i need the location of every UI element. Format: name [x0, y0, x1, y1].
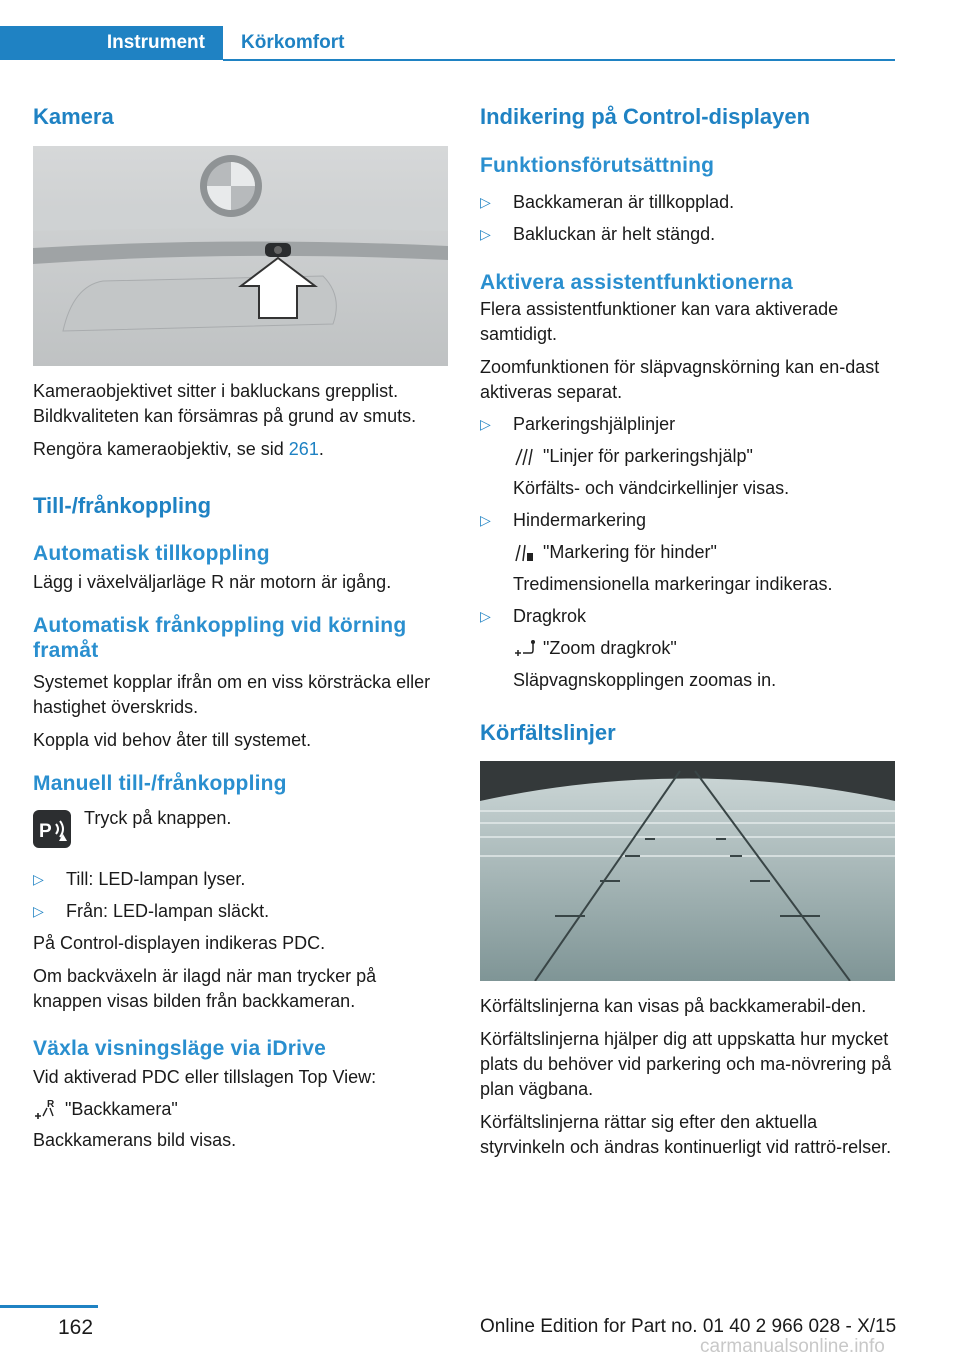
- page-header: [0, 0, 895, 62]
- right-column: [480, 95, 895, 1160]
- subtitle-automatisk-tillkoppling: Automatisk tillkoppling: [33, 542, 270, 565]
- bullet-text: Bakluckan är helt stängd.: [513, 223, 716, 244]
- bullet-text: Parkeringshjälplinjer: [513, 413, 676, 434]
- vaxla-paragraph-2: Backkamerans bild visas.: [33, 1129, 237, 1150]
- section-title-till-franskoppling: Till-/frånkoppling: [33, 492, 212, 518]
- aktivera-paragraph-1: Flera assistentfunktioner kan vara aktiverade samtidigt.: [480, 298, 839, 344]
- vaxla-menu-text: "Backkamera": [65, 1098, 178, 1119]
- subtitle-automatisk-frankoppling: Automatisk frånkoppling vid körning framåt: [33, 614, 407, 663]
- page-number: 162: [58, 1316, 94, 1339]
- bullet-item: [33, 899, 448, 924]
- tow-hook-icon: [513, 637, 535, 659]
- camera-photo: [33, 146, 448, 366]
- auto-off-paragraph-1: Systemet kopplar ifrån om en viss körsträcka eller hastighet överskrids.: [33, 671, 431, 717]
- obstacle-marking-icon: [513, 541, 535, 563]
- tab-korkomfort: Körkomfort: [241, 32, 345, 53]
- item-description: Körfälts- och vändcirkellinjer visas.: [513, 477, 790, 498]
- lane-lines-illustration: [480, 761, 895, 981]
- subtitle-manuell: Manuell till-/frånkoppling: [33, 771, 287, 795]
- bullet-triangle-icon: ▷: [480, 415, 491, 432]
- bullet-text: Dragkrok: [513, 605, 587, 626]
- section-title-kamera: Kamera: [33, 104, 114, 129]
- bullet-triangle-icon: ▷: [33, 870, 44, 887]
- aktivera-paragraph-2: Zoomfunktionen för släpvagnskörning kan en-dast aktiveras separat.: [480, 356, 880, 402]
- subtitle-vaxla: Växla visningsläge via iDrive: [33, 1036, 326, 1060]
- menu-entry-dragkrok: [480, 636, 895, 661]
- bullet-triangle-icon: ▷: [480, 193, 491, 210]
- bullet-triangle-icon: ▷: [33, 902, 44, 919]
- after-paragraph-2: Om backväxeln är ilagd när man trycker på knappen visas bilden från backkameran.: [33, 965, 377, 1011]
- subtitle-aktivera: Aktivera assistentfunktionerna: [480, 270, 793, 294]
- bullet-triangle-icon: ▷: [480, 511, 491, 528]
- section-title-indikering: Indikering på Control-displayen: [480, 104, 811, 129]
- kamera-paragraph-2: [33, 437, 448, 462]
- korf-paragraph-3: Körfältslinjerna rättar sig efter den aktuella styrvinkeln och ändras kontinuerligt vid rattrö-relser.: [480, 1112, 892, 1158]
- subtitle-funktionsforutsattning: Funktionsförutsättning: [480, 153, 715, 177]
- bullet-triangle-icon: ▷: [480, 225, 491, 242]
- manual-button-row: [33, 806, 448, 852]
- footer-rule: [0, 1305, 98, 1308]
- kamera-paragraph-2-text: Rengöra kameraobjektiv, se sid: [33, 438, 289, 459]
- menu-entry-hinder: [480, 540, 895, 565]
- parking-lines-icon: [513, 445, 535, 467]
- menu-entry-text: "Linjer för parkeringshjälp": [543, 445, 753, 466]
- item-description: Släpvagnskopplingen zoomas in.: [513, 669, 777, 690]
- svg-text:R: R: [47, 1099, 55, 1111]
- pdc-button-icon: [33, 810, 71, 848]
- backkamera-icon: [33, 1098, 57, 1120]
- bullet-item: [480, 604, 895, 629]
- vaxla-paragraph-1: Vid aktiverad PDC eller tillslagen Top View:: [33, 1066, 377, 1087]
- bullet-item: [480, 190, 895, 215]
- left-column: [33, 95, 448, 1153]
- bullet-item: [480, 412, 895, 437]
- after-paragraph-1: På Control-displayen indikeras PDC.: [33, 932, 326, 953]
- bullet-item: [480, 222, 895, 247]
- bullet-text: Till: LED-lampan lyser.: [66, 868, 246, 889]
- svg-text:P: P: [39, 820, 52, 842]
- vaxla-menu-row: [33, 1097, 448, 1122]
- page-link-261[interactable]: 261: [288, 438, 319, 459]
- menu-entry-text: "Zoom dragkrok": [543, 637, 677, 658]
- watermark: carmanualsonline.info: [700, 1336, 885, 1357]
- menu-entry-text: "Markering för hinder": [543, 541, 717, 562]
- item-description: Tredimensionella markeringar indikeras.: [513, 573, 833, 594]
- bullet-item: [480, 508, 895, 533]
- menu-entry-parkeringshjalp: [480, 444, 895, 469]
- manual-button-text: Tryck på knappen.: [84, 807, 232, 828]
- kamera-paragraph-1: Kameraobjektivet sitter i bakluckans grepplist. Bildkvaliteten kan försämras på grund av smuts.: [33, 380, 417, 426]
- bullet-item: [33, 867, 448, 892]
- bullet-text: Hindermarkering: [513, 509, 647, 530]
- bullet-text: Backkameran är tillkopplad.: [513, 191, 735, 212]
- tab-instrument: Instrument: [0, 26, 223, 60]
- camera-photo-illustration: [33, 146, 448, 366]
- auto-off-paragraph-2: Koppla vid behov åter till systemet.: [33, 729, 312, 750]
- auto-on-text: Lägg i växelväljarläge R när motorn är igång.: [33, 572, 392, 593]
- header-rule: [223, 59, 895, 61]
- korf-paragraph-2: Körfältslinjerna hjälper dig att uppskatta hur mycket plats du behöver vid parkering och ma-növrering på plan vägbana.: [480, 1029, 892, 1100]
- section-title-korfaltslinjer: Körfältslinjer: [480, 719, 616, 745]
- edition-text: Online Edition for Part no. 01 40 2 966 028 - X/15: [480, 1316, 897, 1337]
- bullet-triangle-icon: ▷: [480, 607, 491, 624]
- korf-paragraph-1: Körfältslinjerna kan visas på backkamerabil-den.: [480, 996, 867, 1017]
- lane-lines-photo: [480, 761, 895, 981]
- bullet-text: Från: LED-lampan släckt.: [66, 900, 270, 921]
- kamera-paragraph-2-end: .: [318, 438, 324, 459]
